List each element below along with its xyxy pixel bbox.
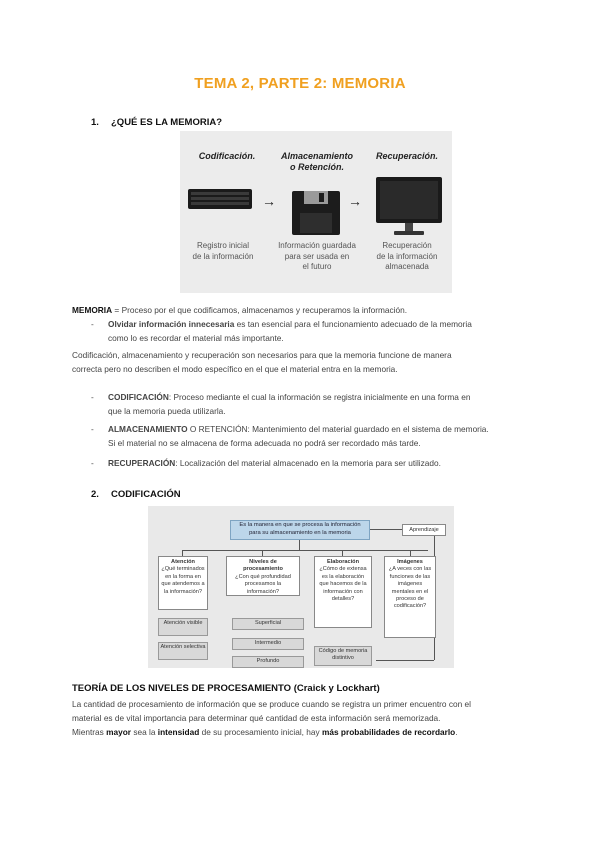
memory-stages-figure: Codificación. Registro inicial de la información → Almacenamiento o Retención. Información guardada para ser usada en el futuro → Recuperación. Recuperación de la información almacenada: [180, 131, 452, 293]
niveles-sub-intermedio: Intermedio: [232, 638, 304, 650]
elaboracion-box: Elaboración ¿Cómo de extensa es la elaboración que hacemos de la información con detalles?: [314, 556, 372, 628]
keyboard-icon: [188, 187, 252, 213]
list-dash: -: [91, 424, 94, 434]
aprendizaje-box: Aprendizaje: [402, 524, 446, 536]
diagram-top-box: Es la manera en que se procesa la información para su almacenamiento en la memoria: [230, 520, 370, 540]
theory-paragraph: La cantidad de procesamiento de información que se produce cuando se registra un primer encuentro con el material es de vital importancia para determinar qué cantidad de esta información será memorizada. Mientras mayor sea la intensidad de su procesamiento inicial, hay más probabilidades de recordarlo.: [72, 699, 471, 737]
list-dash: -: [91, 392, 94, 402]
arrow-icon: →: [348, 193, 362, 209]
section-heading-memoria: [91, 117, 222, 128]
codificacion-bullet: CODIFICACIÓN: Proceso mediante el cual la información se registra inicialmente en una forma en que la memoria pueda utilizarla.: [108, 392, 471, 416]
niveles-sub-profundo: Profundo: [232, 656, 304, 668]
codificacion-diagram: [148, 506, 454, 668]
stages-paragraph: Codificación, almacenamiento y recuperación son necesarios para que la memoria funcione de manera correcta pero no describen el modo específico en el que el material entra en la memoria.: [72, 350, 452, 374]
stage-almacenamiento: Almacenamiento o Retención.: [280, 151, 354, 172]
page-title: TEMA 2, PARTE 2: MEMORIA: [194, 75, 406, 92]
niveles-sub-superficial: Superficial: [232, 618, 304, 630]
arrow-icon: →: [262, 193, 276, 209]
theory-heading: TEORÍA DE LOS NIVELES DE PROCESAMIENTO (Craick y Lockhart): [72, 683, 380, 694]
section-title: ¿QUÉ ES LA MEMORIA?: [111, 117, 223, 128]
list-dash: -: [91, 319, 94, 329]
atencion-sub-1: Atención visible: [158, 618, 208, 636]
atencion-sub-2: Atención selectiva: [158, 642, 208, 660]
list-dash: -: [91, 458, 94, 468]
section-heading-codificacion: [91, 489, 181, 500]
stage-codificacion: Codificación.: [198, 151, 256, 161]
niveles-box: Niveles de procesamiento ¿Con qué profundidad procesamos la información?: [226, 556, 300, 596]
stage-recuperacion: Recuperación.: [375, 151, 439, 161]
section-number: 2.: [91, 489, 99, 500]
memoria-definition: MEMORIA = Proceso por el que codificamos, almacenamos y recuperamos la información.: [72, 305, 408, 315]
elaboracion-sub: Código de memoria distintivo: [314, 646, 372, 666]
monitor-icon: [376, 177, 442, 237]
olvidar-bullet: Olvidar información innecesaria es tan esencial para el funcionamiento adecuado de la memoria como lo es recordar el material más importante.: [108, 319, 472, 343]
imagenes-box: Imágenes ¿A veces con las funciones de las imágenes mentales en el proceso de codificación?: [384, 556, 436, 638]
section-number: 1.: [91, 117, 99, 128]
almacenamiento-bullet: ALMACENAMIENTO O RETENCIÓN: Mantenimiento del material guardado en el sistema de memoria. Si el material no se almacena de forma adecuada no podrá ser recordado más tarde.: [108, 424, 489, 448]
atencion-box: Atención ¿Qué terminados en la forma en que atendemos a la información?: [158, 556, 208, 610]
recuperacion-bullet: RECUPERACIÓN: Localización del material almacenado en la memoria para ser utilizado.: [108, 458, 441, 468]
section-title: CODIFICACIÓN: [111, 489, 181, 500]
floppy-disk-icon: [292, 191, 340, 235]
